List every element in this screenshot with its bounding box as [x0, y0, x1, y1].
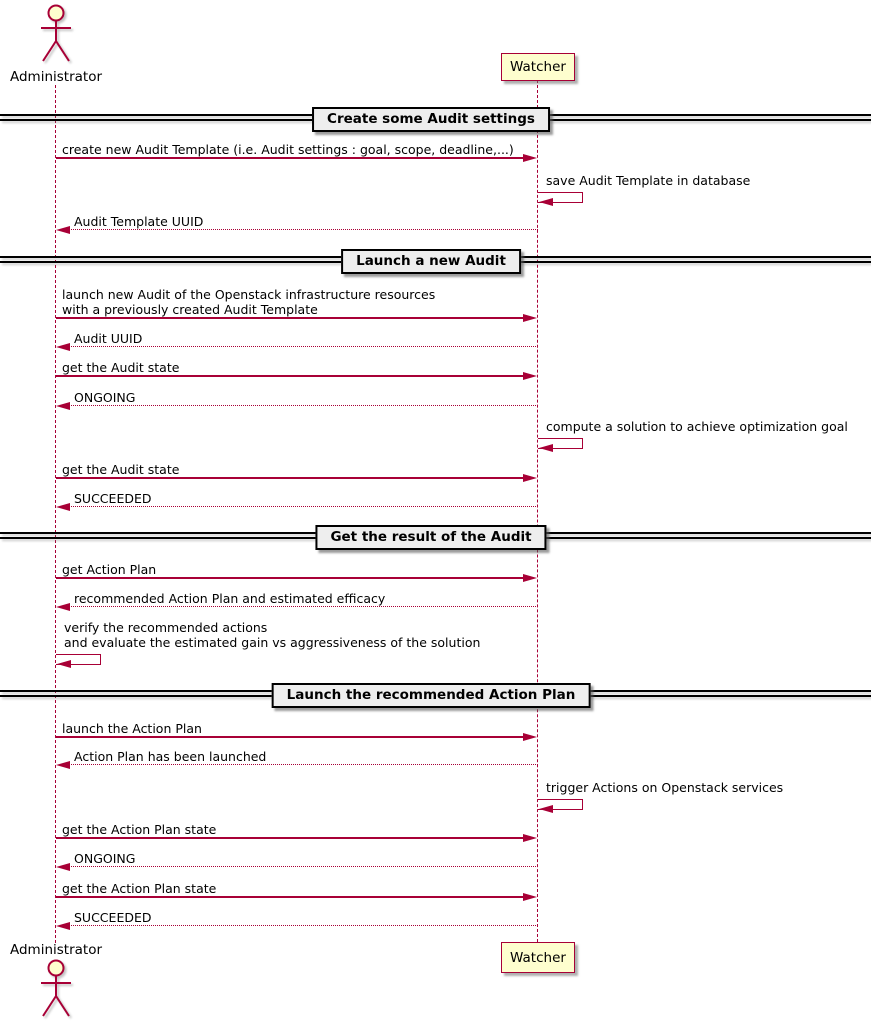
- message-arrow-line: [56, 736, 530, 738]
- return-arrow-line: [64, 229, 538, 230]
- section-divider: Launch a new Audit: [341, 249, 521, 274]
- arrowhead-left-icon: [56, 603, 70, 611]
- return-arrow-line: [64, 405, 538, 406]
- arrowhead-right-icon: [523, 372, 537, 380]
- message-label: ONGOING: [74, 390, 136, 405]
- message-label: Action Plan has been launched: [74, 749, 267, 764]
- watcher-participant-top: [501, 53, 575, 81]
- return-arrow-line: [64, 764, 538, 765]
- watcher-label-bottom: Watcher: [510, 949, 566, 966]
- message-arrow-line: [56, 375, 530, 377]
- arrowhead-left-icon: [539, 805, 553, 813]
- return-arrow-line: [64, 346, 538, 347]
- watcher-lifeline: [537, 80, 538, 942]
- message-label: get the Action Plan state: [62, 881, 217, 896]
- arrowhead-left-icon: [539, 198, 553, 206]
- message-arrow-line: [56, 317, 530, 319]
- arrowhead-right-icon: [523, 154, 537, 162]
- arrowhead-right-icon: [523, 893, 537, 901]
- message-label: recommended Action Plan and estimated efficacy: [74, 591, 386, 606]
- message-label: get Action Plan: [62, 562, 157, 577]
- arrowhead-left-icon: [56, 922, 70, 930]
- message-label: get the Audit state: [62, 462, 180, 477]
- message-label: with a previously created Audit Template: [62, 302, 318, 317]
- arrowhead-left-icon: [56, 343, 70, 351]
- arrowhead-left-icon: [57, 660, 71, 668]
- message-label: Audit UUID: [74, 331, 143, 346]
- message-arrow-line: [56, 837, 530, 839]
- section-divider: Get the result of the Audit: [315, 525, 546, 550]
- arrowhead-right-icon: [523, 314, 537, 322]
- message-label: create new Audit Template (i.e. Audit settings : goal, scope, deadline,...): [62, 142, 514, 157]
- arrowhead-left-icon: [56, 503, 70, 511]
- arrowhead-right-icon: [523, 574, 537, 582]
- message-label: get the Action Plan state: [62, 822, 217, 837]
- message-label: trigger Actions on Openstack services: [546, 780, 784, 795]
- message-arrow-line: [56, 896, 530, 898]
- message-arrow-line: [56, 577, 530, 579]
- message-label: SUCCEEDED: [74, 491, 152, 506]
- return-arrow-line: [64, 866, 538, 867]
- actor-icon: [36, 958, 76, 1022]
- message-label: Audit Template UUID: [74, 214, 204, 229]
- return-arrow-line: [64, 506, 538, 507]
- message-label: launch the Action Plan: [62, 721, 202, 736]
- message-label: save Audit Template in database: [546, 173, 751, 188]
- actor-icon: [36, 3, 76, 67]
- administrator-lifeline: [55, 85, 56, 943]
- message-label: get the Audit state: [62, 360, 180, 375]
- message-arrow-line: [56, 157, 530, 159]
- section-divider: Create some Audit settings: [312, 107, 550, 132]
- message-label: SUCCEEDED: [74, 910, 152, 925]
- message-label: ONGOING: [74, 851, 136, 866]
- arrowhead-left-icon: [56, 863, 70, 871]
- watcher-label-top: Watcher: [510, 59, 566, 75]
- message-label: and evaluate the estimated gain vs aggressiveness of the solution: [64, 635, 481, 650]
- message-label: verify the recommended actions: [64, 620, 268, 635]
- arrowhead-right-icon: [523, 474, 537, 482]
- administrator-label-top: Administrator: [9, 69, 103, 85]
- section-divider: Launch the recommended Action Plan: [272, 683, 591, 708]
- message-label: launch new Audit of the Openstack infrastructure resources: [62, 287, 436, 302]
- arrowhead-right-icon: [523, 733, 537, 741]
- return-arrow-line: [64, 606, 538, 607]
- watcher-participant-bottom: [501, 942, 575, 973]
- arrowhead-left-icon: [539, 444, 553, 452]
- return-arrow-line: [64, 925, 538, 926]
- arrowhead-left-icon: [56, 226, 70, 234]
- arrowhead-left-icon: [56, 402, 70, 410]
- message-label: compute a solution to achieve optimization goal: [546, 419, 848, 434]
- administrator-label-bottom: Administrator: [9, 942, 103, 958]
- arrowhead-left-icon: [56, 761, 70, 769]
- arrowhead-right-icon: [523, 834, 537, 842]
- message-arrow-line: [56, 477, 530, 479]
